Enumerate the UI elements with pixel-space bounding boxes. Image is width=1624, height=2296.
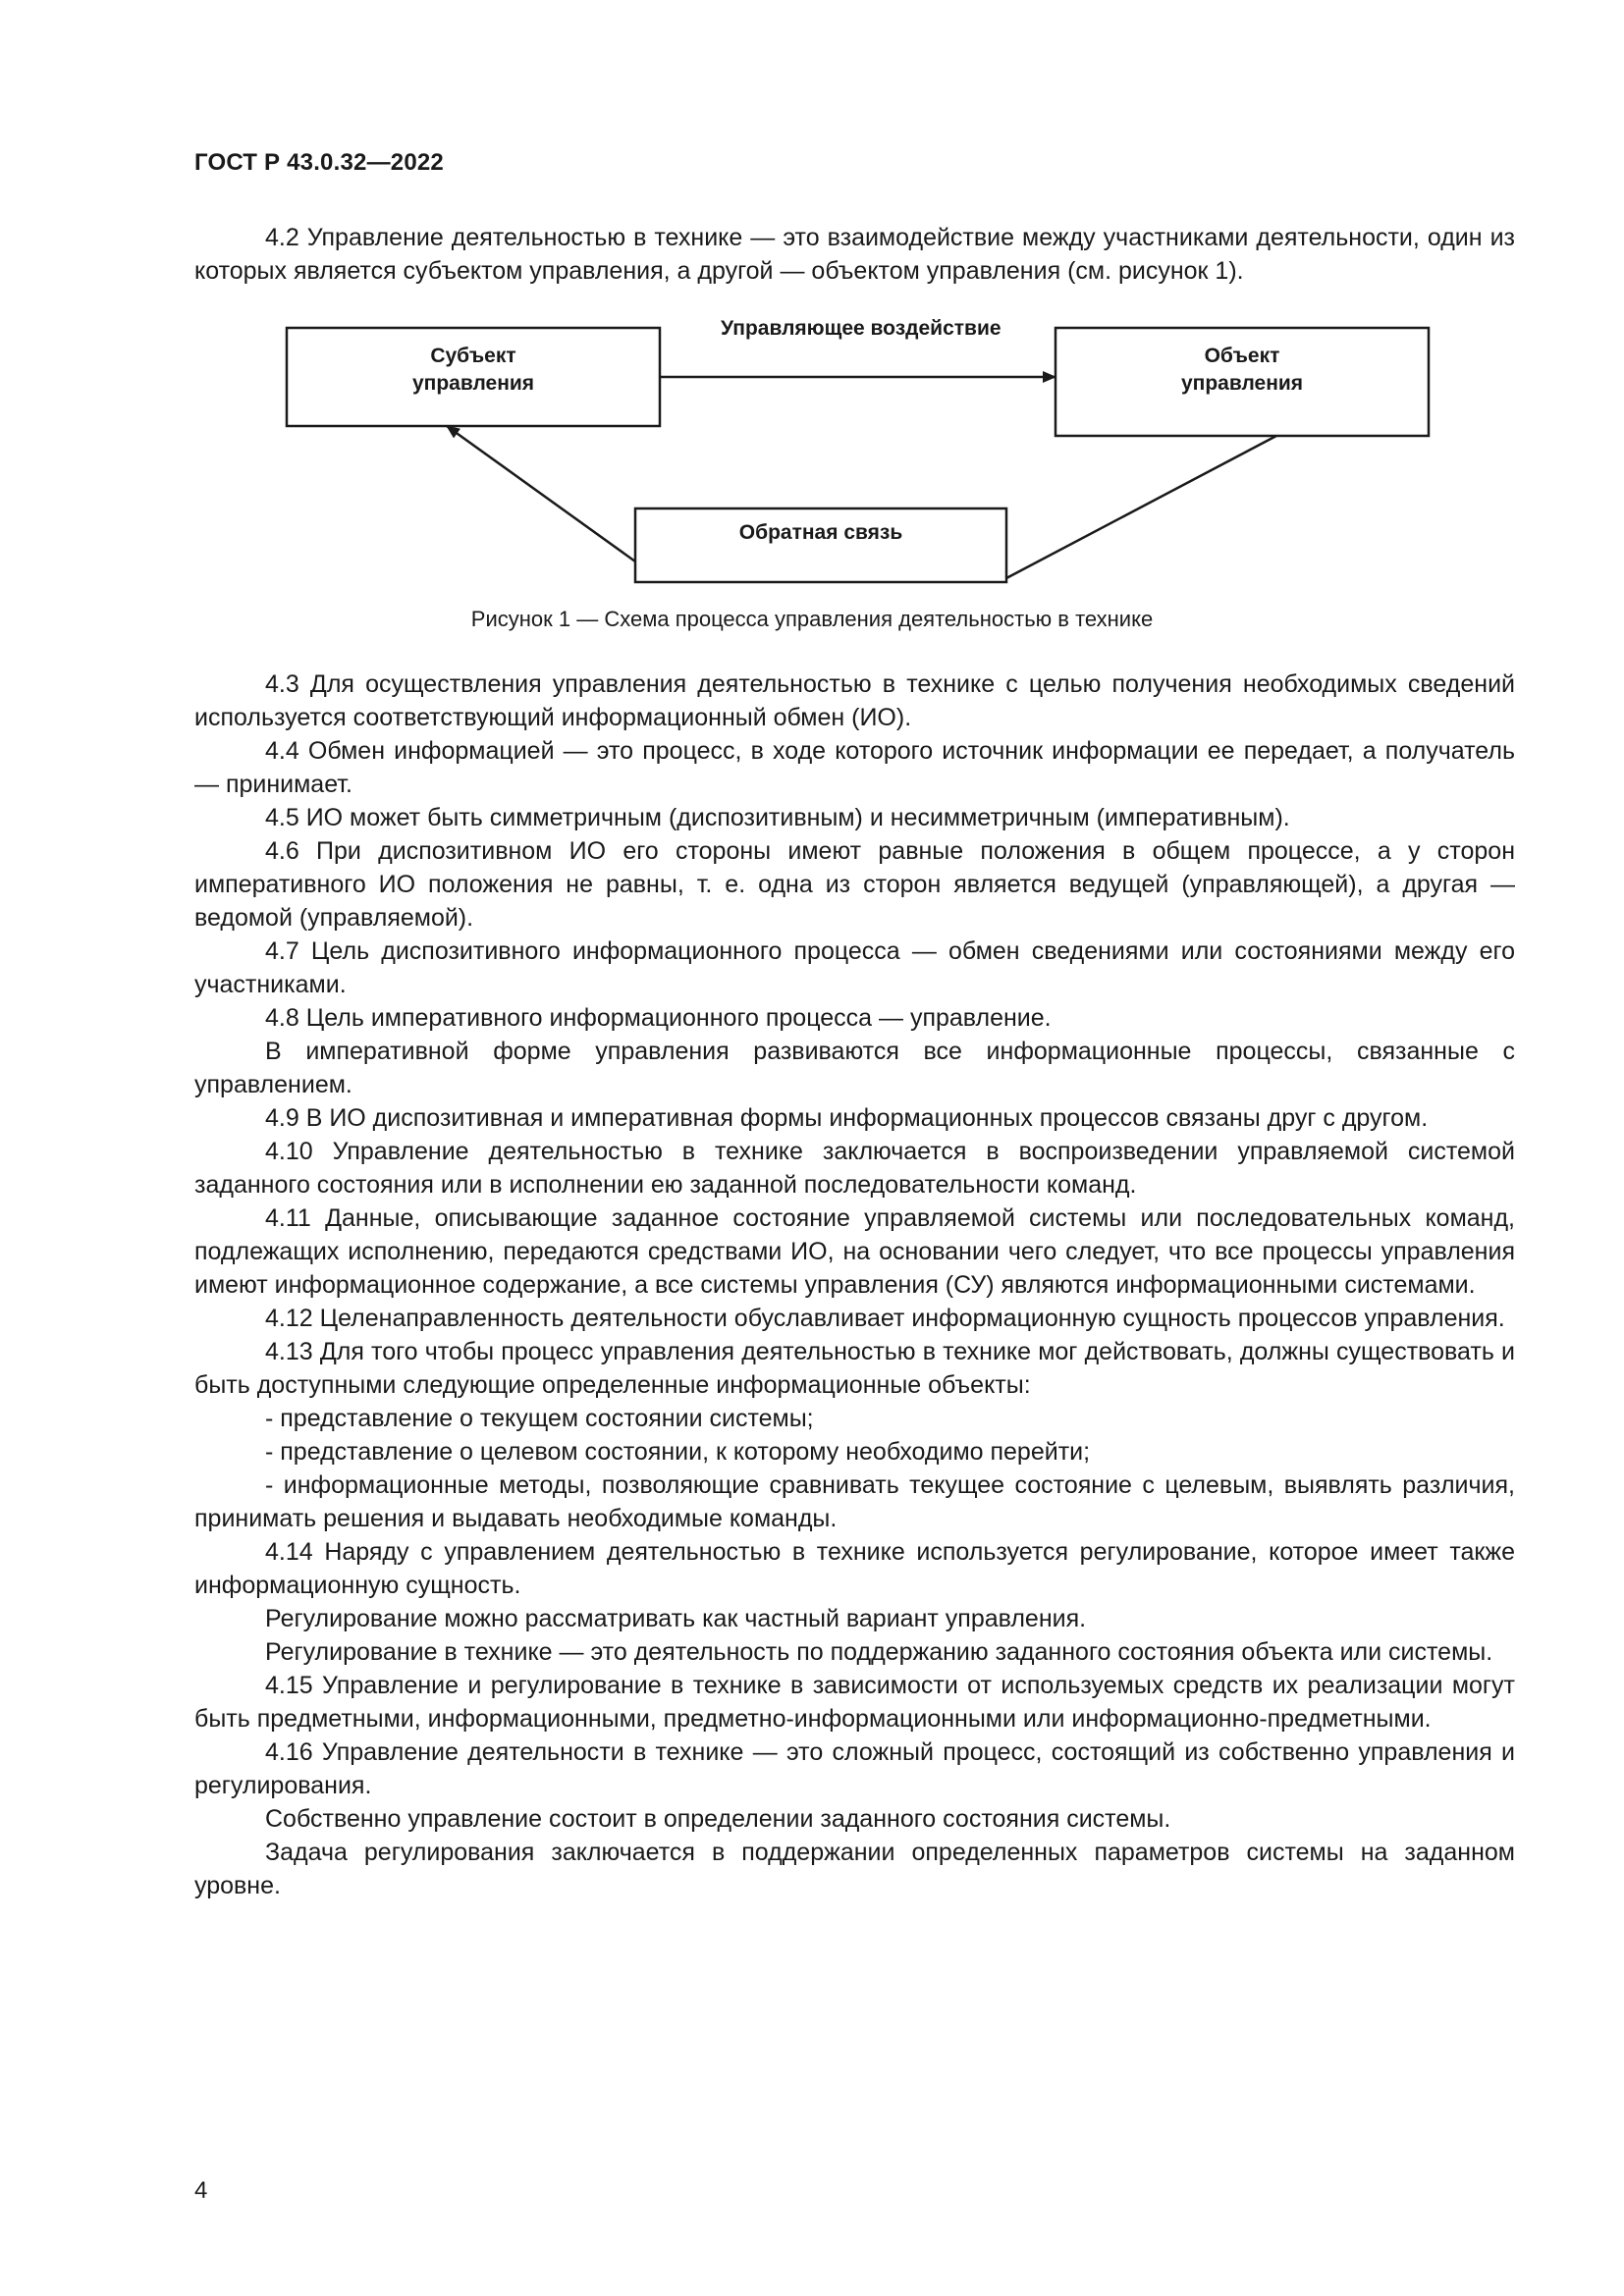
paragraph: 4.11 Данные, описывающие заданное состояние управляемой системы или последовательных команд, подлежащих исполнению, передаются средствами ИО, на основании чего следует, что все процессы управления имеют информационное содержание, а все системы управления (СУ) являются информационными системами. (194, 1204, 1515, 1299)
paragraph: 4.8 Цель императивного информационного процесса — управление. (265, 1004, 1052, 1032)
paragraph: 4.6 При диспозитивном ИО его стороны имеют равные положения в общем процессе, а у сторон императивного ИО положения не равны, т. е. одна из сторон является ведущей (управляющей), а другая — ведомой (управляемой). (194, 837, 1515, 932)
page-number: 4 (194, 2177, 208, 2204)
control-action-label: Управляющее воздействие (721, 317, 1001, 340)
paragraph: 4.10 Управление деятельностью в технике заключается в воспроизведении управляемой системой заданного состояния или в исполнении ею заданной последовательности команд. (194, 1138, 1515, 1199)
subject-label-line2: управления (411, 372, 535, 395)
subject-label-line1: Субъект (430, 345, 516, 367)
paragraph: 4.3 Для осуществления управления деятельностью в технике с целью получения необходимых сведений используется соответствующий информационный обмен (ИО). (194, 670, 1515, 731)
paragraph: 4.15 Управление и регулирование в технике в зависимости от используемых средств их реализации могут быть предметными, информационными, предметно-информационными или информационно-предметными. (194, 1672, 1515, 1733)
document-header: ГОСТ Р 43.0.32—2022 (194, 149, 444, 176)
object-label-line1: Объект (1204, 345, 1280, 367)
paragraph: 4.12 Целенаправленность деятельности обуславливает информационную сущность процессов управления. (265, 1305, 1505, 1332)
paragraph: 4.13 Для того чтобы процесс управления деятельностью в технике мог действовать, должны существовать и быть доступными следующие определенные информационные объекты: (194, 1338, 1515, 1399)
paragraph: Собственно управление состоит в определении заданного состояния системы. (265, 1805, 1171, 1833)
list-item: - представление о целевом состоянии, к которому необходимо перейти; (265, 1438, 1091, 1466)
paragraph: 4.9 В ИО диспозитивная и императивная формы информационных процессов связаны друг с другом. (265, 1104, 1429, 1132)
document-body (194, 667, 1515, 1902)
paragraph: В императивной форме управления развиваются все информационные процессы, связанные с управлением. (194, 1038, 1515, 1098)
paragraph: 4.5 ИО может быть симметричным (диспозитивным) и несимметричным (императивным). (265, 804, 1290, 831)
list-item: - представление о текущем состоянии системы; (265, 1405, 814, 1432)
paragraph: Регулирование в технике — это деятельность по поддержанию заданного состояния объекта или системы. (265, 1638, 1493, 1666)
figure-caption: Рисунок 1 — Схема процесса управления деятельностью в технике (470, 607, 1154, 631)
paragraph: 4.14 Наряду с управлением деятельностью в технике используется регулирование, которое имеет также информационную сущность. (194, 1538, 1515, 1599)
object-label-line2: управления (1180, 372, 1304, 395)
list-item: - информационные методы, позволяющие сравнивать текущее состояние с целевым, выявлять различия, принимать решения и выдавать необходимые команды. (194, 1471, 1515, 1532)
paragraph-4-2: 4.2 Управление деятельностью в технике — это взаимодействие между участниками деятельности, один из которых является субъектом управления, а другой — объектом управления (см. рисунок 1). (194, 224, 1515, 285)
intro-section (194, 221, 1515, 288)
feedback-to-subject-arrow (447, 426, 635, 561)
paragraph: 4.16 Управление деятельности в технике — это сложный процесс, состоящий из собственно управления и регулирования. (194, 1738, 1515, 1799)
control-process-diagram (275, 314, 1453, 599)
object-to-feedback-line (1006, 436, 1276, 578)
feedback-box (635, 508, 1006, 582)
feedback-label: Обратная связь (738, 521, 903, 544)
paragraph: Задача регулирования заключается в поддержании определенных параметров системы на заданном уровне. (194, 1839, 1515, 1899)
paragraph: 4.7 Цель диспозитивного информационного процесса — обмен сведениями или состояниями между его участниками. (194, 937, 1515, 998)
paragraph: Регулирование можно рассматривать как частный вариант управления. (265, 1605, 1087, 1632)
paragraph: 4.4 Обмен информацией — это процесс, в ходе которого источник информации ее передает, а получатель — принимает. (194, 737, 1515, 798)
